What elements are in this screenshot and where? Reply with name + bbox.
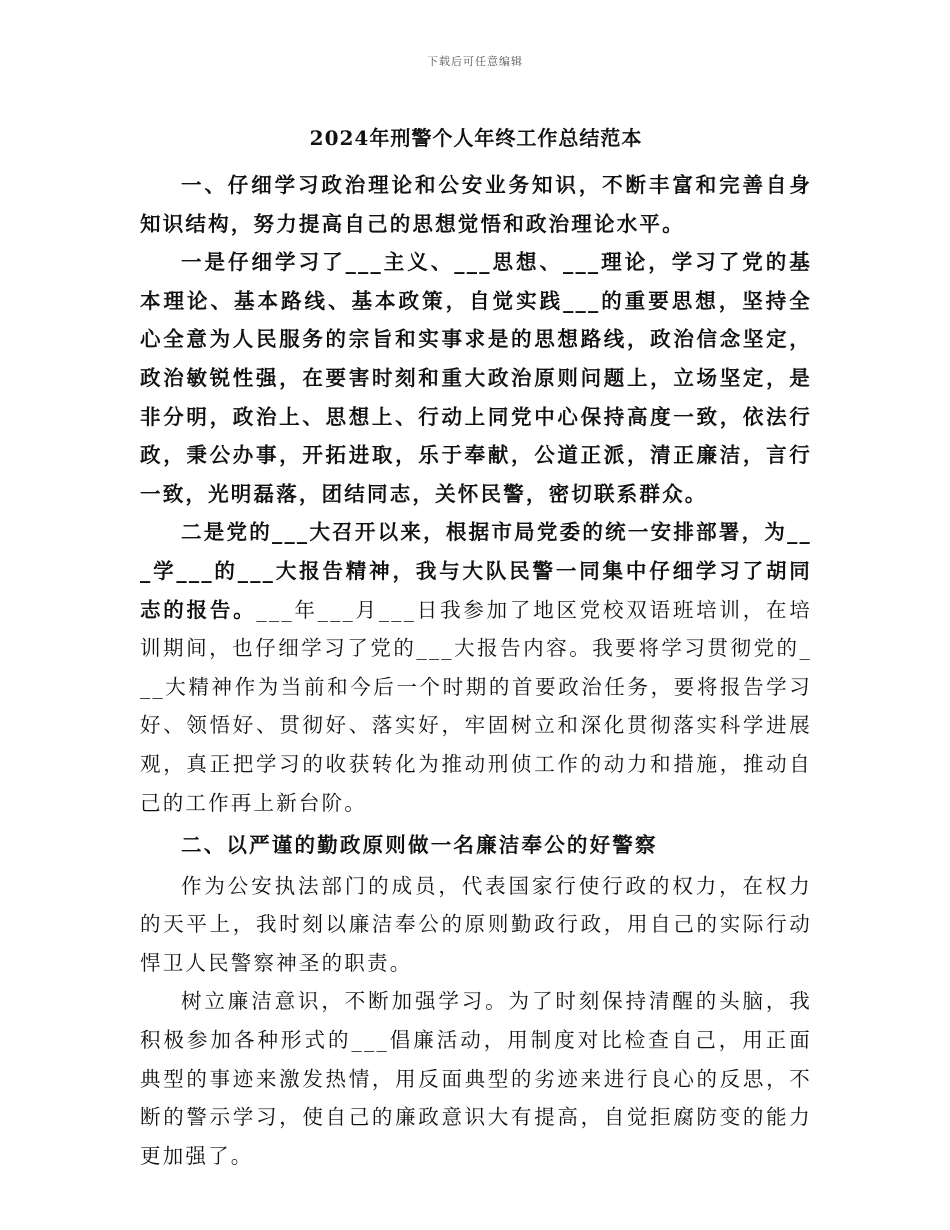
section-2-paragraph-2: 树立廉洁意识，不断加强学习。为了时刻保持清醒的头脑，我积极参加各种形式的___倡廉活动，用制度对比检查自己，用正面典型的事迹来激发热情，用反面典型的劣迹来进行良心的反思，不断的警示学习，使自己的廉政意识大有提高，自觉拒腐防变的能力更加强了。 bbox=[140, 989, 812, 1168]
section-2-paragraph-1: 作为公安执法部门的成员，代表国家行使行政的权力，在权力的天平上，我时刻以廉洁奉公的原则勤政行政，用自己的实际行动悍卫人民警察神圣的职责。 bbox=[140, 873, 812, 975]
header-note: 下载后可任意编辑 bbox=[427, 55, 523, 68]
section-1-paragraph-2 bbox=[140, 513, 812, 822]
document-body bbox=[140, 122, 812, 1175]
section-1-heading: 一、仔细学习政治理论和公安业务知识，不断丰富和完善自身知识结构，努力提高自己的思想觉悟和政治理论水平。 bbox=[140, 173, 812, 236]
section-2-heading: 二、以严谨的勤政原则做一名廉洁奉公的好警察 bbox=[181, 833, 658, 858]
section-1-paragraph-2-bold: 二是党的___大召开以来，根据市局党委的统一安排部署，为___学___的___大报告精神，我与大队民警一同集中仔细学习了胡同志的报告。 bbox=[140, 520, 812, 622]
section-1-paragraph-2-rest: ___年___月___日我参加了地区党校双语班培训，在培训期间，也仔细学习了党的___大报告内容。我要将学习贯彻党的___大精神作为当前和今后一个时期的首要政治任务，要将报告学习好、领悟好、贯彻好、落实好，牢固树立和深化贯彻落实科学进展观，真正把学习的收获转化为推动刑侦工作的动力和措施，推动自己的工作再上新台阶。 bbox=[140, 597, 812, 815]
section-1-paragraph-1: 一是仔细学习了___主义、___思想、___理论，学习了党的基本理论、基本路线、基本政策，自觉实践___的重要思想，坚持全心全意为人民服务的宗旨和实事求是的思想路线，政治信念坚定，政治敏锐性强，在要害时刻和重大政治原则问题上，立场坚定，是非分明，政治上、思想上、行动上同党中心保持高度一致，依法行政，秉公办事，开拓进取，乐于奉献，公道正派，清正廉洁，言行一致，光明磊落，团结同志，关怀民警，密切联系群众。 bbox=[140, 250, 812, 506]
document-title: 2024年刑警个人年终工作总结范本 bbox=[309, 126, 643, 150]
